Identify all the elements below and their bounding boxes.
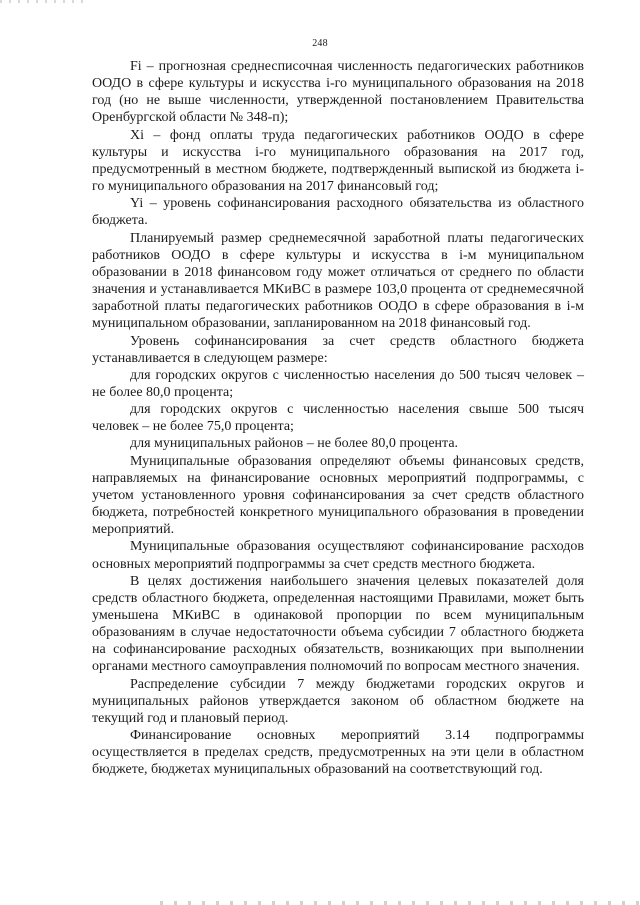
paragraph-fi-definition: Fi – прогнозная среднесписочная численность педагогических работников ООДО в сфере культуры и искусства i-го муниципального образования на 2018 год (но не выше численности, утвержденной постановлением Правительства Оренбургской области № 348-п); [92,59,584,126]
page-number: 248 [312,38,328,49]
paragraph-funding-volumes: Муниципальные образования определяют объемы финансовых средств, направляемых на финансирование основных мероприятий подпрограммы, с учетом установленного уровня софинансирования за счет средств областного бюджета, потребностей конкретного муниципального образования в проведении мероприятий. [92,453,584,538]
paragraph-local-cofinancing: Муниципальные образования осуществляют софинансирование расходов основных мероприятий подпрограммы за счет средств местного бюджета. [92,539,584,572]
scan-artifact-bottom [160,901,640,905]
body-text [92,58,584,779]
scan-artifact-top [0,0,90,3]
paragraph-yi-definition: Yi – уровень софинансирования расходного обязательства из областного бюджета. [92,196,584,229]
paragraph-cofinancing-level: Уровень софинансирования за счет средств областного бюджета устанавливается в следующем размере: [92,333,584,366]
paragraph-cities-over-500k: для городских округов с численностью населения свыше 500 тысяч человек – не более 75,0 процента; [92,402,584,435]
paragraph-xi-definition: Xi – фонд оплаты труда педагогических работников ООДО в сфере культуры и искусства i-го муниципального образования на 2017 год, предусмотренный в местном бюджете, подтвержденный выпиской из бюджета i-го муниципального образования на 2017 финансовый год; [92,127,584,195]
paragraph-subsidy-distribution: Распределение субсидии 7 между бюджетами городских округов и муниципальных районов утверждается законом об областном бюджете на текущий год и плановый период. [92,676,584,726]
paragraph-share-reduction: В целях достижения наибольшего значения целевых показателей доля средств областного бюджета, определенная настоящими Правилами, может быть уменьшена МКиВС в одинаковой пропорции по всем муниципальным образованиям в случае недостаточности объема субсидии 7 областного бюджета на софинансирование расходных обязательств, возникающих при выполнении органами местного самоуправления полномочий по вопросам местного значения. [92,573,584,675]
paragraph-financing-limits: Финансирование основных мероприятий 3.14 подпрограммы осуществляется в пределах средств, предусмотренных на эти цели в областном бюджете, бюджетах муниципальных образований на соответствующий год. [92,728,584,778]
paragraph-cities-under-500k: для городских округов с численностью населения до 500 тысяч человек – не более 80,0 процента; [92,367,584,400]
paragraph-municipal-districts: для муниципальных районов – не более 80,0 процента. [130,436,459,452]
paragraph-planned-salary: Планируемый размер среднемесячной заработной платы педагогических работников ООДО в сфере культуры и искусства в i-м муниципальном образовании в 2018 финансовом году может отличаться от среднего по области значения и устанавливается МКиВС в размере 103,0 процента от среднемесячной заработной платы педагогических работников ООДО в сфере образования в i-м муниципальном образовании, запланированном на 2018 финансовый год. [92,230,584,332]
